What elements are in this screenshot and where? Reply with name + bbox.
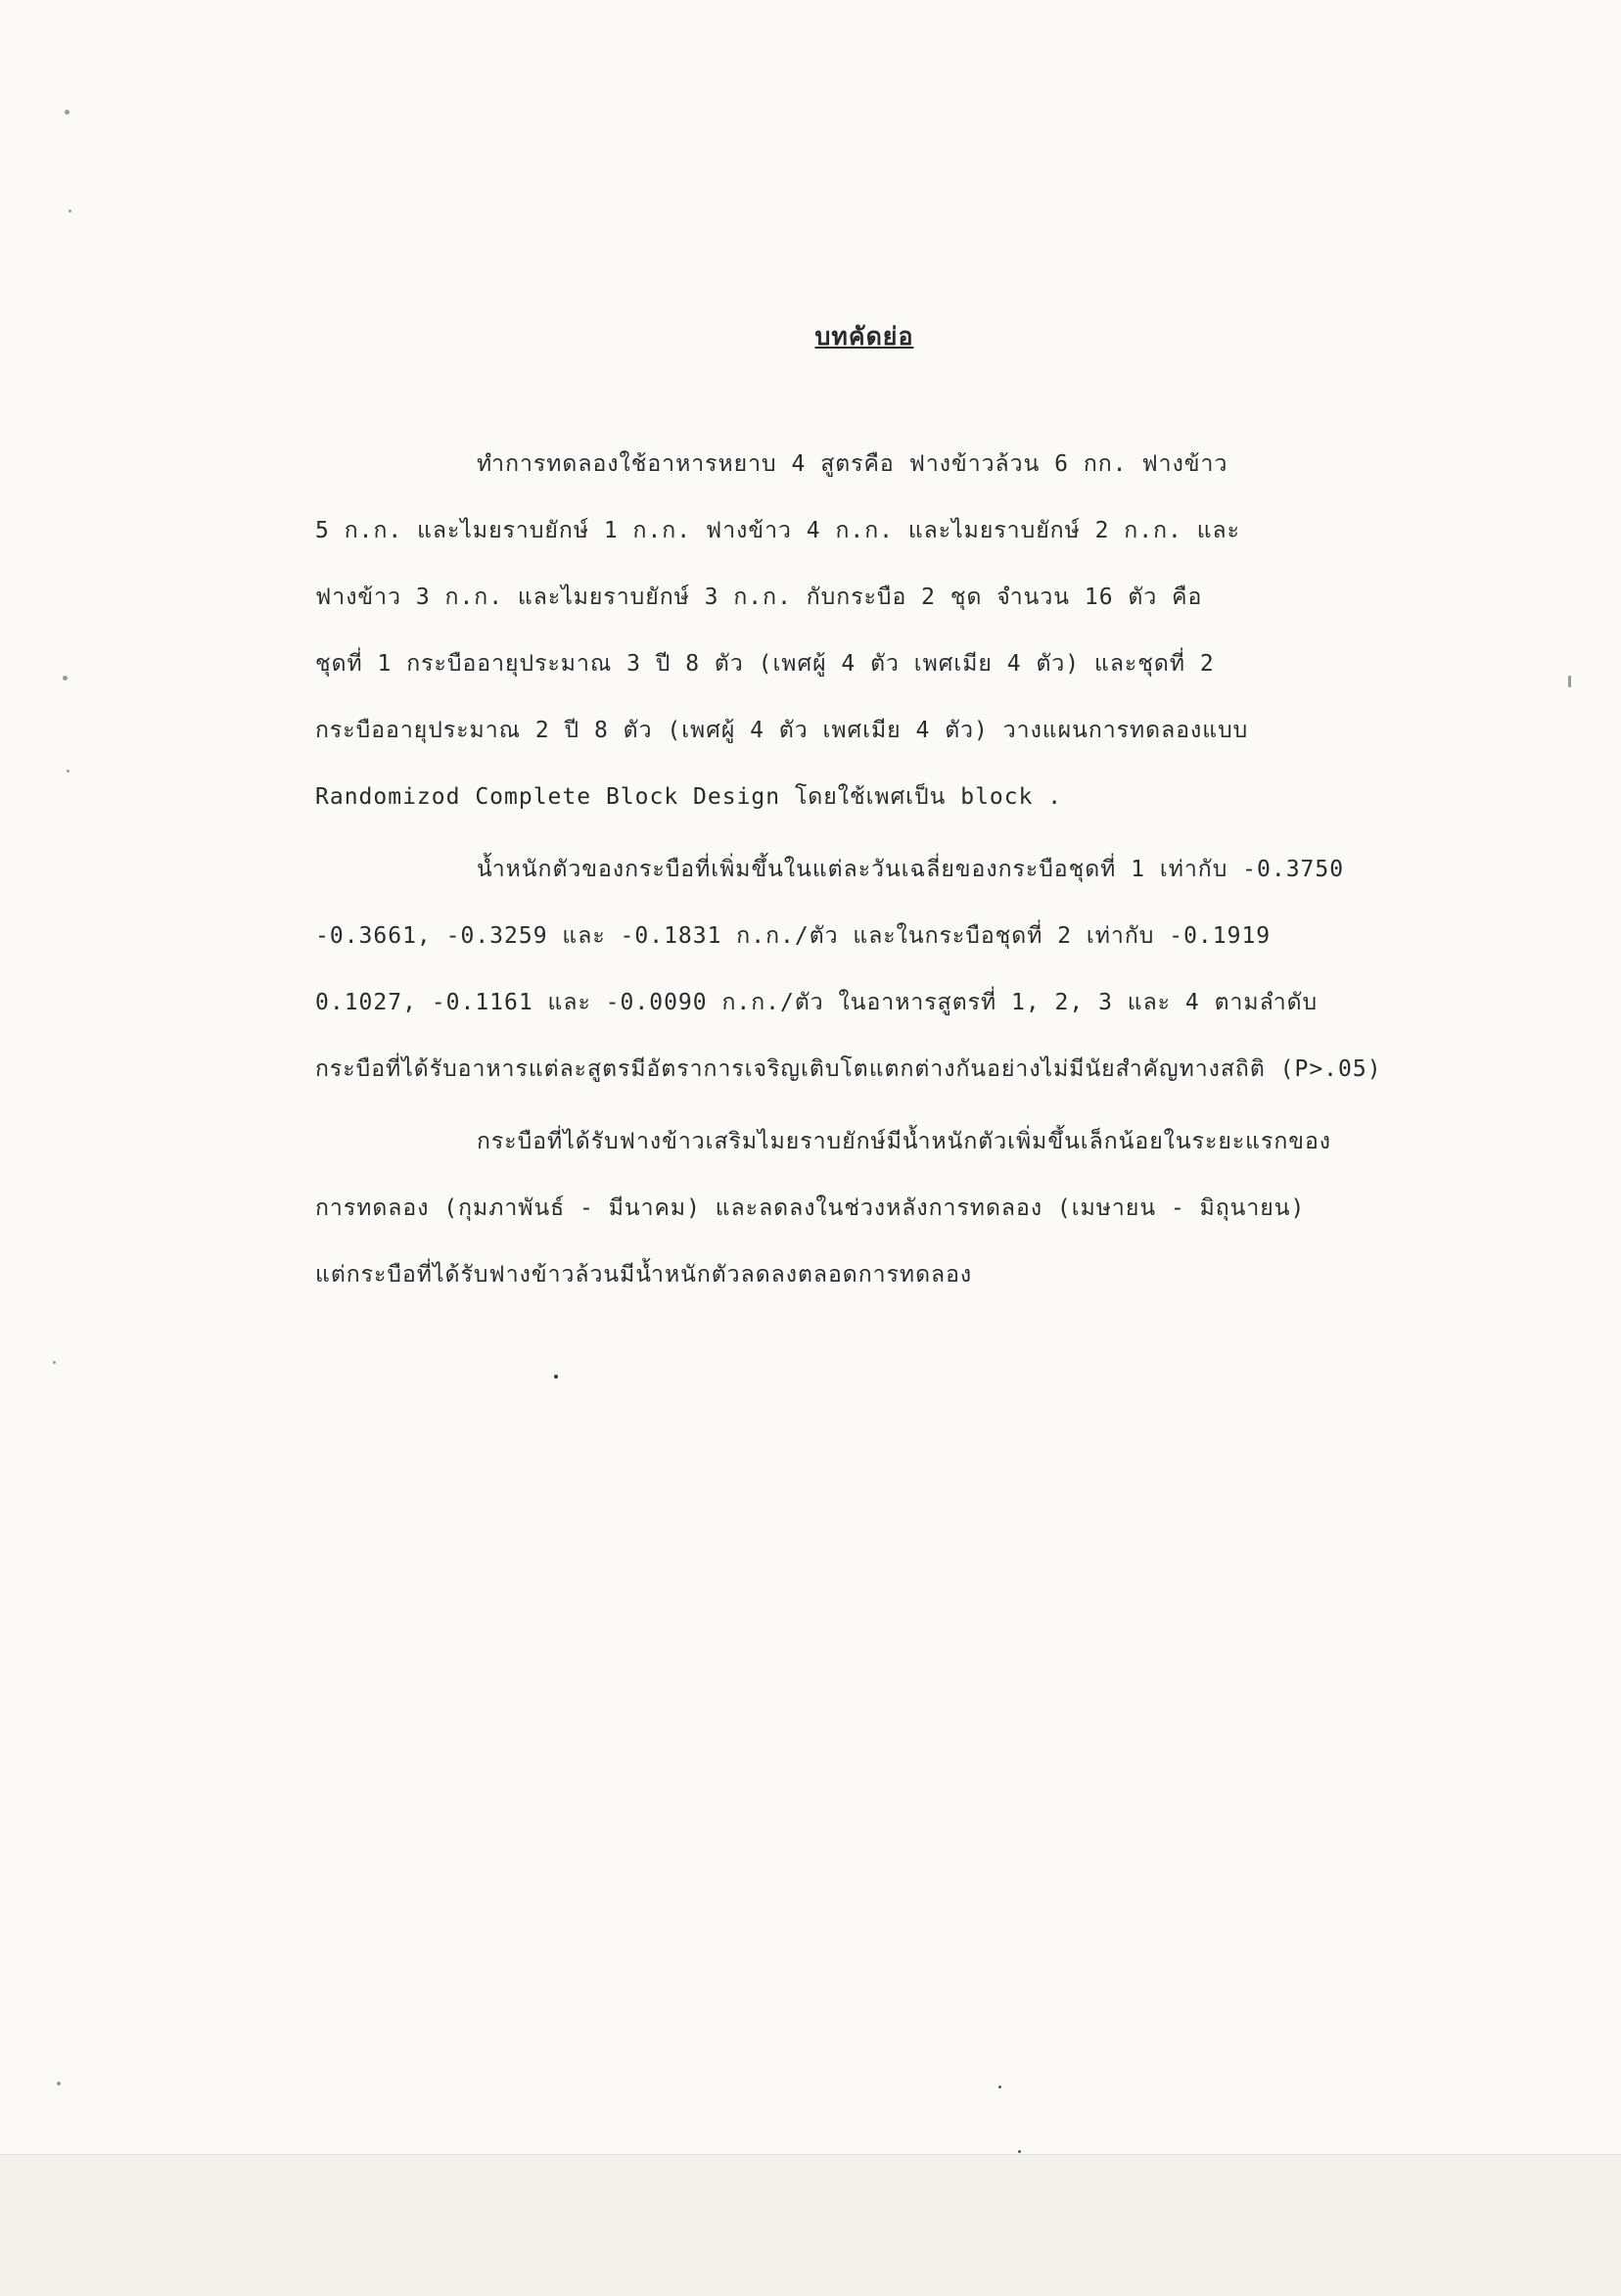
paragraph-2 [315, 836, 1519, 1102]
paragraph-line: กระบือที่ได้รับอาหารแต่ละสูตรมีอัตราการเจริญเติบโตแตกต่างกันอย่างไม่มีนัยสำคัญทางสถิติ (P>.05) [315, 1056, 1382, 1082]
paragraph-line: น้ำหนักตัวของกระบือที่เพิ่มขึ้นในแต่ละวันเฉลี่ยของกระบือชุดที่ 1 เท่ากับ -0.3750 [477, 857, 1345, 882]
page-bottom-margin [0, 2154, 1621, 2296]
paragraph-line: 5 ก.ก. และไมยราบยักษ์ 1 ก.ก. ฟางข้าว 4 ก.ก. และไมยราบยักษ์ 2 ก.ก. และ [315, 518, 1240, 543]
paragraph-1 [315, 431, 1519, 830]
paragraph-line: -0.3661, -0.3259 และ -0.1831 ก.ก./ตัว และในกระบือชุดที่ 2 เท่ากับ -0.1919 [315, 923, 1272, 949]
scan-speck [53, 1361, 56, 1364]
paragraph-line: แต่กระบือที่ได้รับฟางข้าวล้วนมีน้ำหนักตัวลดลงตลอดการทดลอง [315, 1262, 973, 1288]
scan-speck [69, 210, 71, 212]
scan-speck [67, 770, 69, 773]
scan-speck [554, 1375, 558, 1379]
scan-speck [998, 2085, 1001, 2088]
paragraph-line: Randomizod Complete Block Design โดยใช้เพศเป็น block . [315, 784, 1063, 810]
paragraph-line: กระบืออายุประมาณ 2 ปี 8 ตัว (เพศผู้ 4 ตัว เพศเมีย 4 ตัว) วางแผนการทดลองแบบ [315, 718, 1249, 743]
paragraph-line: ทำการทดลองใช้อาหารหยาบ 4 สูตรคือ ฟางข้าวล้วน 6 กก. ฟางข้าว [477, 451, 1228, 477]
paragraph-line: ฟางข้าว 3 ก.ก. และไมยราบยักษ์ 3 ก.ก. กับกระบือ 2 ชุด จำนวน 16 ตัว คือ [315, 585, 1203, 610]
scan-speck [63, 676, 68, 680]
paragraph-3 [315, 1108, 1519, 1308]
document-title: บทคัดย่อ [814, 322, 914, 351]
scan-speck [1568, 676, 1571, 687]
scan-speck [57, 2082, 61, 2085]
scan-speck [65, 110, 69, 115]
scan-speck [1018, 2150, 1021, 2153]
paragraph-line: การทดลอง (กุมภาพันธ์ - มีนาคม) และลดลงในช่วงหลังการทดลอง (เมษายน - มิถุนายน) [315, 1195, 1306, 1221]
paragraph-line: 0.1027, -0.1161 และ -0.0090 ก.ก./ตัว ในอาหารสูตรที่ 1, 2, 3 และ 4 ตามลำดับ [315, 990, 1319, 1015]
paragraph-line: กระบือที่ได้รับฟางข้าวเสริมไมยราบยักษ์มีน้ำหนักตัวเพิ่มขึ้นเล็กน้อยในระยะแรกของ [477, 1129, 1332, 1154]
paragraph-line: ชุดที่ 1 กระบืออายุประมาณ 3 ปี 8 ตัว (เพศผู้ 4 ตัว เพศเมีย 4 ตัว) และชุดที่ 2 [315, 651, 1215, 677]
